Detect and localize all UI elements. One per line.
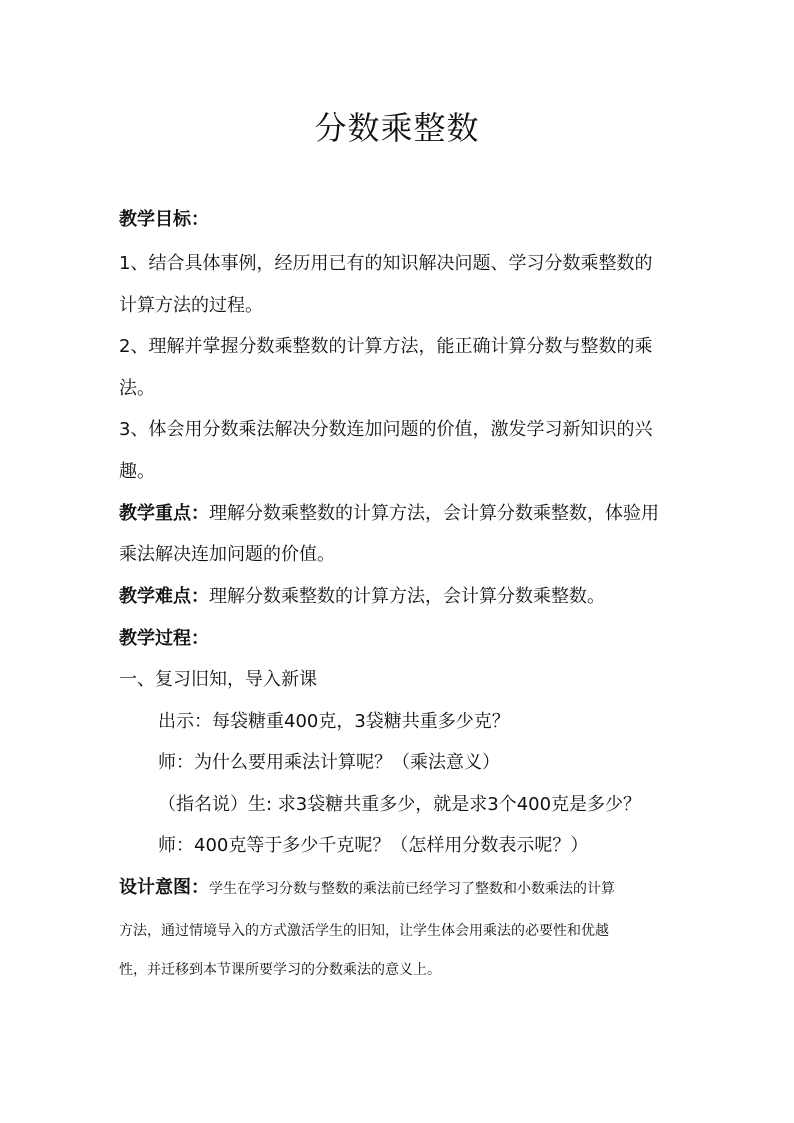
- design-intent-paragraph: [119, 874, 689, 903]
- process-section1-title: 一、复习旧知，导入新课: [119, 669, 317, 690]
- key-points-label: 教学重点：: [119, 503, 209, 524]
- objective-1-line2: 计算方法的过程。: [119, 295, 263, 316]
- key-points-text-line1: 理解分数乘整数的计算方法，会计算分数乘整数，体验用: [209, 503, 659, 524]
- process-heading: 教学过程：: [119, 628, 209, 649]
- key-points-text-line2: 乘法解决连加问题的价值。: [119, 544, 335, 565]
- difficult-points-label: 教学难点：: [119, 586, 209, 607]
- process-line-3: （指名说）生: 求3袋糖共重多少，就是求3个400克是多少？: [158, 794, 642, 815]
- design-intent-line1: 学生在学习分数与整数的乘法前已经学习了整数和小数乘法的计算: [209, 881, 615, 897]
- process-line-2: 师：为什么要用乘法计算呢？（乘法意义）: [158, 752, 500, 773]
- objective-3-line1: 3、体会用分数乘法解决分数连加问题的价值，激发学习新知识的兴: [119, 419, 653, 440]
- objectives-heading: 教学目标：: [119, 209, 209, 230]
- process-line-4: 师：400克等于多少千克呢？（怎样用分数表示呢？）: [158, 835, 589, 856]
- process-line-1: 出示：每袋糖重400克，3袋糖共重多少克？: [158, 711, 510, 732]
- design-intent-line2: 方法，通过情境导入的方式激活学生的旧知，让学生体会用乘法的必要性和优越: [119, 923, 609, 939]
- objective-3-line2: 趣。: [119, 461, 155, 482]
- key-points-paragraph: [119, 500, 689, 528]
- design-intent-line3: 性，并迁移到本节课所要学习的分数乘法的意义上。: [119, 962, 441, 978]
- page-title: 分数乘整数: [314, 109, 480, 147]
- objective-2-line1: 2、理解并掌握分数乘整数的计算方法，能正确计算分数与整数的乘: [119, 336, 653, 357]
- design-intent-label: 设计意图：: [119, 877, 209, 898]
- difficult-points-text: 理解分数乘整数的计算方法，会计算分数乘整数。: [209, 586, 605, 607]
- difficult-points-paragraph: [119, 583, 689, 611]
- objective-2-line2: 法。: [119, 378, 155, 399]
- objective-1-line1: 1、结合具体事例，经历用已有的知识解决问题、学习分数乘整数的: [119, 253, 653, 274]
